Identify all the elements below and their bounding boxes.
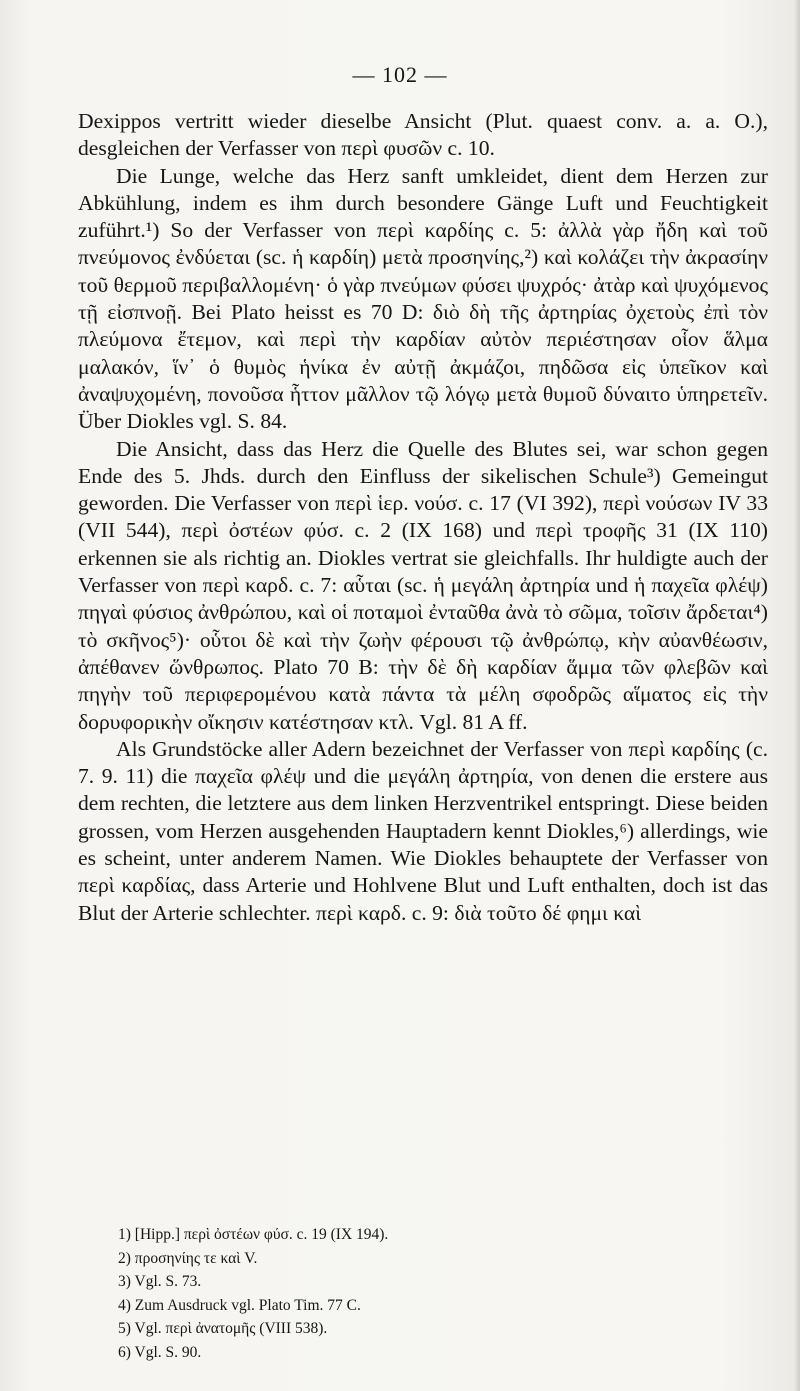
footnote-3: 3) Vgl. S. 73. [118, 1273, 202, 1290]
footnotes [118, 1223, 678, 1364]
footnote-2: 2) προσηνίης τε καὶ V. [118, 1249, 258, 1267]
footnote-5: 5) Vgl. περὶ ἀνατομῆς (VIII 538). [118, 1320, 328, 1337]
paragraph-1: Dexippos vertritt wieder dieselbe Ansicht (Plut. quaest conv. a. a. O.), desgleichen der Verfasser von περὶ φυσῶν c. 10. [78, 109, 768, 161]
footnote-6: 6) Vgl. S. 90. [118, 1343, 202, 1361]
page-edge-shadow [794, 0, 800, 1391]
main-text [78, 108, 768, 927]
page-number: — 102 — [352, 62, 448, 87]
paragraph-3: Die Ansicht, dass das Herz die Quelle des Blutes sei, war schon gegen Ende des 5. Jhds. durch den Einfluss der sikelischen Schule³) Gemeingut geworden. Die Verfasser von περὶ ἱερ. νούσ. c. 17 (VI 392), περὶ νούσων IV 33 (VII 544), περὶ ὀστέων φύσ. c. 2 (IX 168) und περὶ τροφῆς 31 (IX 110) erkennen sie als richtig an. Diokles vertrat sie gleichfalls. Ihr huldigte auch der Verfasser von περὶ καρδ. c. 7: αὗται (sc. ἡ μεγάλη ἀρτηρία und ἡ παχεῖα φλέψ) πηγαὶ φύσιος ἀνθρώπου, καὶ οἱ ποταμοὶ ἐνταῦθα ἀνὰ τὸ σῶμα, τοῖσιν ἄρδεται⁴) τὸ σκῆνος⁵)· οὗτοι δὲ καὶ τὴν ζωὴν φέρουσι τῷ ἀνθρώπῳ, κὴν αὐανθέωσιν, ἀπέθανεν ὥνθρωπος. Plato 70 B: τὴν δὲ δὴ καρδίαν ἅμμα τῶν φλεβῶν καὶ πηγὴν τοῦ περιφερομένου κατὰ πάντα τὰ μέλη σφοδρῶς αἵματος εἰς τὴν δορυφορικὴν οἴκησιν κατέστησαν κτλ. Vgl. 81 A ff. [78, 436, 768, 734]
footnote-1: 1) [Hipp.] περὶ ὀστέων φύσ. c. 19 (IX 194). [118, 1226, 389, 1243]
paragraph-4: Als Grundstöcke aller Adern bezeichnet der Verfasser von περὶ καρδίης (c. 7. 9. 11) die παχεῖα φλέψ und die μεγάλη ἀρτηρία, von denen die erstere aus dem rechten, die letztere aus dem linken Herzventrikel entspringt. Diese beiden grossen, vom Herzen ausgehenden Hauptadern kennt Diokles,⁶) allerdings, wie es scheint, unter anderem Namen. Wie Diokles behauptete der Verfasser von περὶ καρδίας, dass Arterie und Hohlvene Blut und Luft enthalten, doch ist das Blut der Arterie schlechter. περὶ καρδ. c. 9: διὰ τοῦτο δέ φημι καὶ [78, 736, 768, 925]
footnote-4: 4) Zum Ausdruck vgl. Plato Tim. 77 C. [118, 1296, 361, 1314]
paragraph-2: Die Lunge, welche das Herz sanft umkleidet, dient dem Herzen zur Abkühlung, indem es ihm durch besondere Gänge Luft und Feuchtigkeit zuführt.¹) So der Verfasser von περὶ καρδίης c. 5: ἀλλὰ γὰρ ἤδη καὶ τοῦ πνεύμονος ἐνδύεται (sc. ἡ καρδίη) μετὰ προσηνίης,²) καὶ κολάζει τὴν ἀκρασίην τοῦ θερμοῦ περιβαλλομένη· ὁ γὰρ πνεύμων φύσει ψυχρός· ἀτὰρ καὶ ψυχόμενος τῇ εἰσπνοῇ. Bei Plato heisst es 70 D: διὸ δὴ τῆς ἀρτηρίας ὀχετοὺς ἐπὶ τὸν πλεύμονα ἔτεμον, καὶ περὶ τὴν καρδίαν αὐτὸν περιέστησαν οἷον ἅλμα μαλακόν, ἵν᾽ ὁ θυμὸς ἡνίκα ἐν αὐτῇ ἀκμάζοι, πηδῶσα εἰς ὑπεῖκον καὶ ἀναψυχομένη, πονοῦσα ἧττον μᾶλλον τῷ λόγῳ μετὰ θυμοῦ δύναιτο ὑπηρετεῖν. Über Diokles vgl. S. 84. [78, 163, 768, 434]
